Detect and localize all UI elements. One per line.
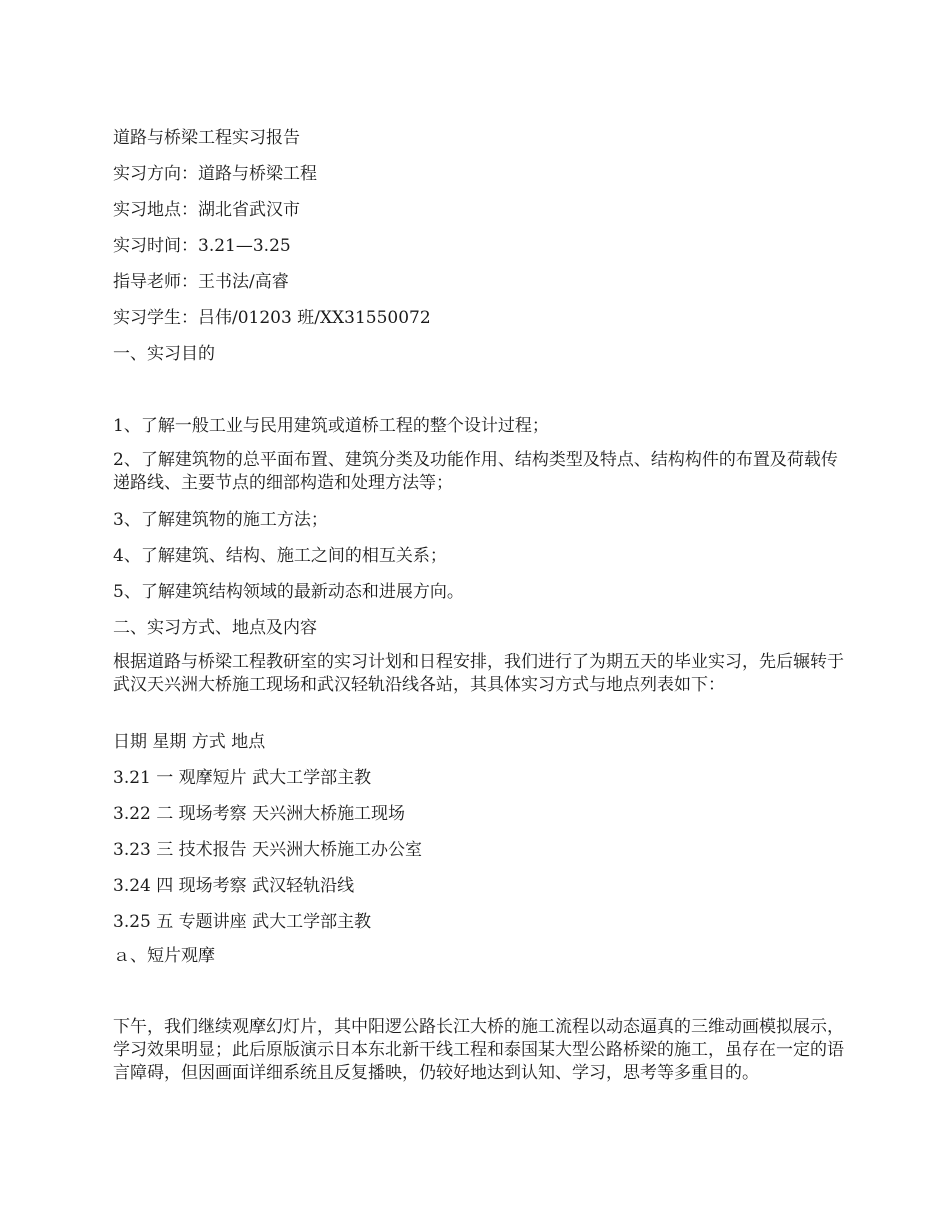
schedule-header: 日期 星期 方式 地点 [113, 732, 266, 752]
info-direction: 实习方向：道路与桥梁工程 [113, 164, 317, 184]
schedule-row: 3.24 四 现场考察 武汉轻轨沿线 [113, 876, 355, 896]
info-student: 实习学生：吕伟/01203 班/XX31550072 [113, 308, 431, 328]
info-time: 实习时间：3.21—3.25 [113, 236, 291, 256]
schedule-row: 3.23 三 技术报告 天兴洲大桥施工办公室 [113, 840, 423, 860]
afternoon-paragraph: 下午，我们继续观摩幻灯片，其中阳逻公路长江大桥的施工流程以动态逼真的三维动画模拟展示，学习效果明显；此后原版演示日本东北新干线工程和泰国某大型公路桥梁的施工，虽存在一定的语言障碍，但因画面详细系统且反复播映，仍较好地达到认知、学习，思考等多重目的。 [113, 1017, 844, 1083]
goal-item-2: 2、了解建筑物的总平面布置、建筑分类及功能作用、结构类型及特点、结构构件的布置及荷载传递路线、主要节点的细部构造和处理方法等； [113, 450, 838, 493]
info-location: 实习地点：湖北省武汉市 [113, 200, 300, 220]
schedule-row: 3.25 五 专题讲座 武大工学部主教 [113, 912, 372, 932]
goal-item-4: 4、了解建筑、结构、施工之间的相互关系； [113, 546, 447, 566]
goal-item-3: 3、了解建筑物的施工方法； [113, 510, 328, 530]
schedule-row: 3.22 二 现场考察 天兴洲大桥施工现场 [113, 804, 406, 824]
subsection-heading-a: ａ、短片观摩 [113, 946, 215, 966]
goal-item-1: 1、了解一般工业与民用建筑或道桥工程的整个设计过程； [113, 416, 549, 436]
section-heading-purpose: 一、实习目的 [113, 344, 215, 364]
schedule-row: 3.21 一 观摩短片 武大工学部主教 [113, 768, 372, 788]
info-instructors: 指导老师：王书法/高睿 [113, 272, 289, 292]
goal-item-5: 5、了解建筑结构领域的最新动态和进展方向。 [113, 582, 464, 602]
section2-intro-paragraph: 根据道路与桥梁工程教研室的实习计划和日程安排，我们进行了为期五天的毕业实习，先后辗转于武汉天兴洲大桥施工现场和武汉轻轨沿线各站，其具体实习方式与地点列表如下： [113, 652, 844, 695]
section-heading-method: 二、实习方式、地点及内容 [113, 618, 317, 638]
document-title: 道路与桥梁工程实习报告 [113, 128, 300, 148]
